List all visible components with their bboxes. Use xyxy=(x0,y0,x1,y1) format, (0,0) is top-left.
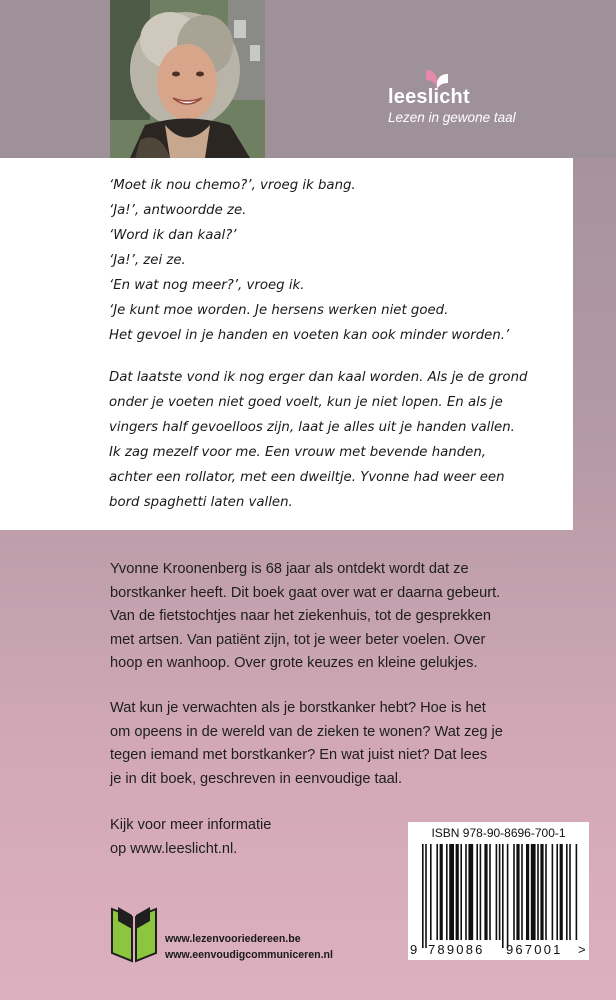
description-paragraph-1 xyxy=(110,558,580,676)
barcode-bar xyxy=(507,844,509,948)
description-line: Van de fietstochtjes naar het ziekenhuis, tot de gesprekken xyxy=(110,608,492,625)
barcode-bar xyxy=(460,844,462,940)
description-line: met artsen. Van patiënt zijn, tot je weer beter voelen. Over xyxy=(110,631,486,648)
quote-line: ‘Moet ik nou chemo?’, vroeg ik bang. xyxy=(109,178,356,193)
quote-panel xyxy=(0,158,573,530)
quote-paragraph-line: Ik zag mezelf voor me. Een vrouw met bevende handen, xyxy=(109,445,486,460)
description-line: borstkanker heeft. Dit boek gaat over wat er daarna gebeurt. xyxy=(110,584,501,601)
quote-line: ‘En wat nog meer?’, vroeg ik. xyxy=(109,278,305,293)
barcode-bar xyxy=(484,844,487,940)
barcode-bar xyxy=(531,844,536,940)
barcode-bar xyxy=(521,844,523,940)
description-line: Wat kun je verwachten als je borstkanker hebt? Hoe is het xyxy=(110,700,486,716)
isbn-label: ISBN 978-90-8696-700-1 xyxy=(431,826,566,840)
quote-line: ‘Ja!’, zei ze. xyxy=(109,253,186,268)
description-paragraph-2 xyxy=(110,697,580,791)
barcode-bar xyxy=(430,844,432,940)
barcode-bar xyxy=(496,844,498,940)
barcode-bar xyxy=(560,844,563,940)
barcode-bar xyxy=(516,844,519,940)
barcode-bar xyxy=(480,844,482,940)
quote-paragraph-line: bord spaghetti laten vallen. xyxy=(109,495,293,510)
barcode-bar xyxy=(526,844,529,940)
brand-name: leeslicht xyxy=(388,86,470,108)
description-line: hoop en wanhoop. Over grote keuzes en kleine gelukjes. xyxy=(110,655,478,672)
barcode-bar xyxy=(545,844,547,940)
barcode-bar xyxy=(513,844,515,940)
barcode-lead-digit: 9 xyxy=(410,942,418,957)
leeslicht-logo xyxy=(388,68,588,138)
barcode-group-1: 789086 xyxy=(428,942,485,957)
description-line: je in dit boek, geschreven in eenvoudige taal. xyxy=(110,770,403,787)
info-paragraph xyxy=(110,814,390,861)
footer-links xyxy=(165,931,333,963)
barcode-bar xyxy=(476,844,478,940)
barcode-bar xyxy=(422,844,424,948)
author-photo xyxy=(110,0,265,158)
barcode xyxy=(408,822,589,960)
barcode-bar xyxy=(456,844,459,940)
description-line: om opeens in de wereld van de zieken te wonen? Wat zeg je xyxy=(110,723,503,740)
barcode-group-2: 967001 xyxy=(506,942,563,957)
quote-paragraph-line: vingers half gevoelloos zijn, laat je alles uit je handen vallen. xyxy=(109,420,515,435)
quote-paragraph-line: Dat laatste vond ik nog erger dan kaal worden. Als je de grond xyxy=(109,370,528,385)
barcode-bar xyxy=(576,844,578,940)
barcode-bar xyxy=(425,844,427,948)
quote-line: ‘Je kunt moe worden. Je hersens werken niet goed. xyxy=(109,303,449,318)
quote-line: Het gevoel in je handen en voeten kan ook minder worden.’ xyxy=(109,328,510,343)
barcode-bar xyxy=(499,844,501,940)
info-line: op www.leeslicht.nl. xyxy=(110,840,238,857)
barcode-marker: > xyxy=(578,942,586,957)
barcode-bar xyxy=(552,844,554,940)
barcode-bars xyxy=(408,822,589,960)
barcode-bar xyxy=(566,844,568,940)
barcode-bar xyxy=(540,844,543,940)
barcode-bar xyxy=(537,844,539,940)
barcode-bar xyxy=(489,844,491,940)
barcode-bar xyxy=(440,844,443,940)
brand-tagline: Lezen in gewone taal xyxy=(388,110,516,125)
quote-paragraph-line: achter een rollator, met een dweiltje. Yvonne had weer een xyxy=(109,470,505,485)
barcode-bar xyxy=(569,844,571,940)
barcode-bar xyxy=(436,844,438,940)
footer-link-eenvoudigcommuniceren[interactable]: www.eenvoudigcommuniceren.nl xyxy=(165,949,333,961)
description-line: tegen iemand met borstkanker? En wat juist niet? Dat lees xyxy=(110,747,488,764)
info-line: Kijk voor meer informatie xyxy=(110,817,272,833)
barcode-bar xyxy=(468,844,473,940)
footer-link-lezenvooriedereen[interactable]: www.lezenvooriedereen.be xyxy=(165,933,301,945)
barcode-bar xyxy=(446,844,448,940)
open-book-icon xyxy=(108,903,160,963)
barcode-bar xyxy=(449,844,454,940)
barcode-bar xyxy=(465,844,467,940)
barcode-bar xyxy=(556,844,558,940)
description-line: Yvonne Kroonenberg is 68 jaar als ontdekt wordt dat ze xyxy=(110,561,469,577)
quote-line: ‘Ja!’, antwoordde ze. xyxy=(109,203,247,218)
barcode-bar xyxy=(502,844,504,948)
quote-paragraph-line: onder je voeten niet goed voelt, kun je niet lopen. En als je xyxy=(109,395,503,410)
quote-line: ‘Word ik dan kaal?’ xyxy=(109,228,237,243)
